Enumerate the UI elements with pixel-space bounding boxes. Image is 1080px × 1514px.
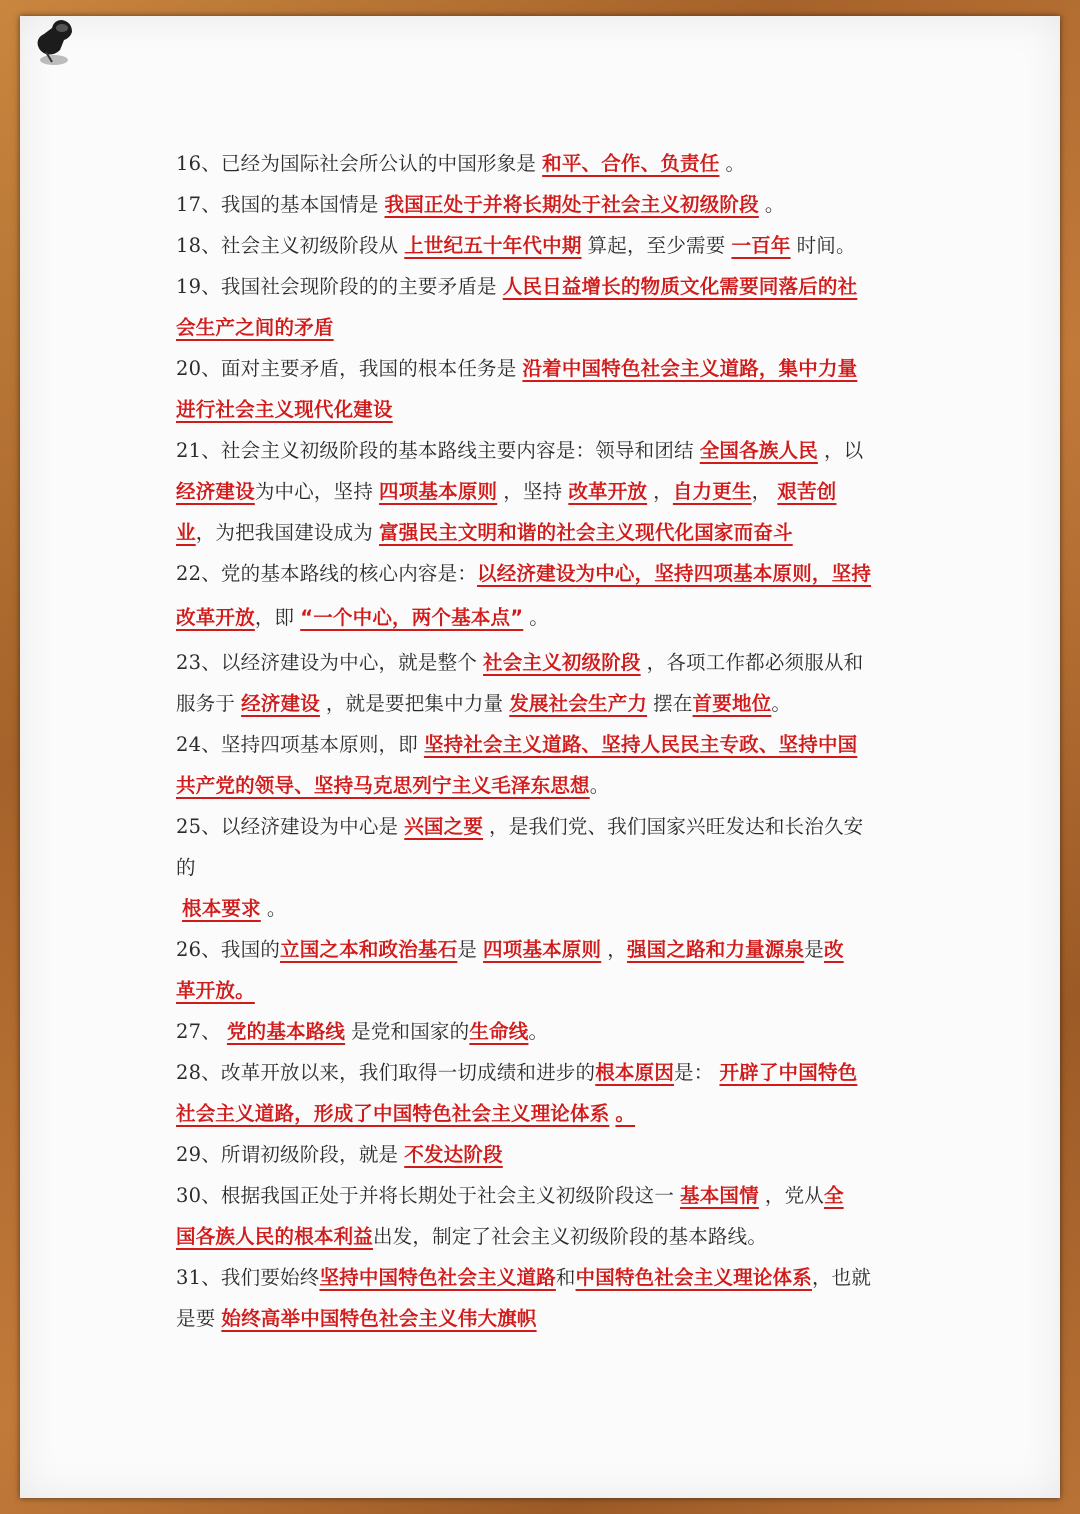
q24-number: 24、: [176, 733, 221, 756]
q20-line-2: [176, 389, 906, 430]
q30-text: 根据我国正处于并将长期处于社会主义初级阶段这一: [220, 1184, 675, 1207]
q19-answer-part1: 人民日益增长的物质文化需要同落后的社: [502, 275, 858, 298]
q31-answer-2: 中国特色社会主义理论体系: [575, 1266, 812, 1289]
q17-number: 17、: [176, 193, 221, 216]
q22-answer-part2: 改革开放: [176, 606, 255, 629]
q21-number: 21、: [176, 439, 221, 462]
q25-number: 25、: [176, 815, 221, 838]
q30-text-2: ，党从: [764, 1184, 824, 1207]
q27-line: [176, 1011, 906, 1052]
q30-number: 30、: [176, 1184, 221, 1207]
q27-end: 。: [528, 1020, 549, 1043]
q25-text-2: ，是我们党、我们国家兴旺发达和长治久安: [489, 815, 864, 838]
q22-text: 党的基本路线的核心内容是：: [220, 562, 478, 585]
q21-answer-5: 自力更生: [672, 480, 752, 503]
pushpin-icon: [32, 16, 78, 68]
q26-answer-4-part1: 改: [823, 938, 844, 961]
q23-answer-3: 发展社会生产力: [509, 692, 648, 715]
q27-text: 是党和国家的: [351, 1020, 470, 1043]
q31-answer-3: 始终高举中国特色社会主义伟大旗帜: [221, 1307, 537, 1330]
q21-answer-6-part2: 业: [176, 521, 196, 544]
q30-line-1: [176, 1175, 906, 1216]
q25-line-3: [176, 888, 906, 929]
q16-end: 。: [725, 152, 746, 175]
q30-answer-1: 基本国情: [680, 1184, 759, 1207]
q31-answer-1: 坚持中国特色社会主义道路: [319, 1266, 556, 1289]
q26-text-2: 是: [457, 938, 478, 961]
q20-answer-part2: 进行社会主义现代化建设: [176, 398, 393, 421]
q25-answer-1: 兴国之要: [404, 815, 484, 838]
q22-text-2: ，即: [254, 606, 295, 629]
q22-number: 22、: [176, 562, 221, 585]
q26-end: 。: [235, 979, 255, 1002]
q21-text-7: ，为把我国建设成为: [195, 521, 374, 544]
q25-answer-2: 根本要求: [182, 897, 261, 920]
q19-line-2: [176, 307, 906, 348]
q23-answer-1: 社会主义初级阶段: [483, 651, 641, 674]
q26-number: 26、: [176, 938, 221, 961]
q31-text-2: 和: [555, 1266, 576, 1289]
q22-answer-2: “一个中心，两个基本点”: [300, 606, 524, 629]
q18-text: 社会主义初级阶段从: [220, 234, 399, 257]
q16-text: 已经为国际社会所公认的中国形象是: [220, 152, 537, 175]
q30-answer-2-part2: 国各族人民的根本利益: [176, 1225, 374, 1248]
q24-text: 坚持四项基本原则，即: [220, 733, 418, 756]
q17-text: 我国的基本国情是: [220, 193, 379, 216]
q29-number: 29、: [176, 1143, 221, 1166]
q21-answer-3: 四项基本原则: [379, 480, 498, 503]
q21-answer-7: 富强民主文明和谐的社会主义现代化国家而奋斗: [379, 521, 793, 544]
q21-text-2: ，以: [823, 439, 864, 462]
q24-end: 。: [589, 774, 610, 797]
q25-text: 以经济建设为中心是: [220, 815, 399, 838]
q21-answer-4: 改革开放: [568, 480, 648, 503]
q26-text-4: 是: [804, 938, 824, 961]
q30-text-3: 出发，制定了社会主义初级阶段的基本路线。: [373, 1225, 768, 1248]
q24-line-2: [176, 765, 906, 806]
q24-answer-part2: 共产党的领导、坚持马克思列宁主义毛泽东思想: [176, 774, 590, 797]
q31-line-1: [176, 1257, 906, 1298]
q29-line: [176, 1134, 906, 1175]
q26-line-2: [176, 970, 906, 1011]
q16-number: 16、: [176, 152, 221, 175]
q18-text-3: 时间。: [796, 234, 856, 257]
q29-answer: 不发达阶段: [404, 1143, 503, 1166]
q18-number: 18、: [176, 234, 221, 257]
q30-answer-2-part1: 全: [823, 1184, 844, 1207]
q19-number: 19、: [176, 275, 221, 298]
q21-line-1: [176, 430, 906, 471]
q28-answer-1: 根本原因: [595, 1061, 675, 1084]
q23-number: 23、: [176, 651, 221, 674]
q24-line-1: [176, 724, 906, 765]
q27-answer-2: 生命线: [469, 1020, 529, 1043]
q21-text-6: ，: [751, 480, 772, 503]
q23-end: 。: [771, 692, 792, 715]
q28-end: 。: [615, 1102, 636, 1125]
q21-line-2: [176, 471, 906, 512]
q19-line-1: [176, 266, 906, 307]
question-list: [176, 143, 906, 1339]
q23-answer-4: 首要地位: [692, 692, 772, 715]
q16-answer: 和平、合作、负责任: [542, 152, 720, 175]
q26-answer-4-part2: 革开放: [176, 979, 236, 1002]
q23-line-2: [176, 683, 906, 724]
q21-text-4: ，坚持: [503, 480, 563, 503]
q19-text: 我国社会现阶段的的主要矛盾是: [220, 275, 497, 298]
q31-line-2: [176, 1298, 906, 1339]
q27-number: 27、: [176, 1020, 221, 1043]
q26-answer-3: 强国之路和力量源泉: [626, 938, 805, 961]
q25-line-2: [176, 847, 906, 888]
q25-text-3: 的: [176, 856, 196, 879]
q29-text: 所谓初级阶段，就是: [220, 1143, 399, 1166]
q28-answer-2-part2: 社会主义道路，形成了中国特色社会主义理论体系: [176, 1102, 610, 1125]
q26-answer-1: 立国之本和政治基石: [280, 938, 458, 961]
q19-answer-part2: 会生产之间的矛盾: [176, 316, 334, 339]
q23-answer-2: 经济建设: [241, 692, 320, 715]
q28-line-2: [176, 1093, 906, 1134]
q22-answer-part1: 以经济建设为中心，坚持四项基本原则，坚持: [477, 562, 872, 585]
q25-end: 。: [266, 897, 287, 920]
q17-answer: 我国正处于并将长期处于社会主义初级阶段: [384, 193, 759, 216]
q31-text: 我们要始终: [220, 1266, 320, 1289]
q20-text: 面对主要矛盾，我国的根本任务是: [220, 357, 517, 380]
q28-text: 改革开放以来，我们取得一切成绩和进步的: [220, 1061, 596, 1084]
q26-text: 我国的: [220, 938, 281, 961]
q31-number: 31、: [176, 1266, 221, 1289]
q21-line-3: [176, 512, 906, 553]
q21-text-5: ，: [653, 480, 673, 503]
q21-answer-1: 全国各族人民: [699, 439, 818, 462]
q21-text-3: 为中心，坚持: [254, 480, 374, 503]
q18-answer-1: 上世纪五十年代中期: [404, 234, 582, 257]
q27-answer-1: 党的基本路线: [226, 1020, 346, 1043]
q21-answer-6-part1: 艰苦创: [777, 480, 837, 503]
q24-answer-part1: 坚持社会主义道路、坚持人民民主专政、坚持中国: [423, 733, 858, 756]
q20-line-1: [176, 348, 906, 389]
q25-line-1: [176, 806, 906, 847]
q22-line-2: [176, 594, 906, 642]
q26-answer-2: 四项基本原则: [483, 938, 602, 961]
q22-line-1: [176, 553, 906, 594]
q18-line: [176, 225, 906, 266]
q21-answer-2: 经济建设: [176, 480, 255, 503]
q28-answer-2-part1: 开辟了中国特色: [719, 1061, 858, 1084]
q26-line-1: [176, 929, 906, 970]
q26-text-3: ，: [607, 938, 627, 961]
q31-text-3: ，也就: [811, 1266, 872, 1289]
q23-text-3: 服务于: [176, 692, 236, 715]
q16-line: [176, 143, 906, 184]
q18-answer-2: 一百年: [731, 234, 791, 257]
q23-text: 以经济建设为中心，就是整个: [220, 651, 478, 674]
q23-text-4: ，就是要把集中力量: [325, 692, 504, 715]
q20-answer-part1: 沿着中国特色社会主义道路，集中力量: [522, 357, 858, 380]
q21-text: 社会主义初级阶段的基本路线主要内容是：领导和团结: [220, 439, 694, 462]
q23-text-2: ，各项工作都必须服从和: [646, 651, 864, 674]
q30-line-2: [176, 1216, 906, 1257]
q28-line-1: [176, 1052, 906, 1093]
q20-number: 20、: [176, 357, 221, 380]
q28-text-2: 是：: [674, 1061, 714, 1084]
q31-text-4: 是要: [176, 1307, 216, 1330]
q17-end: 。: [764, 193, 785, 216]
q23-line-1: [176, 642, 906, 683]
q17-line: [176, 184, 906, 225]
q28-number: 28、: [176, 1061, 221, 1084]
q23-text-5: 摆在: [653, 692, 693, 715]
q18-text-2: 算起，至少需要: [587, 234, 726, 257]
q22-end: 。: [529, 606, 549, 629]
